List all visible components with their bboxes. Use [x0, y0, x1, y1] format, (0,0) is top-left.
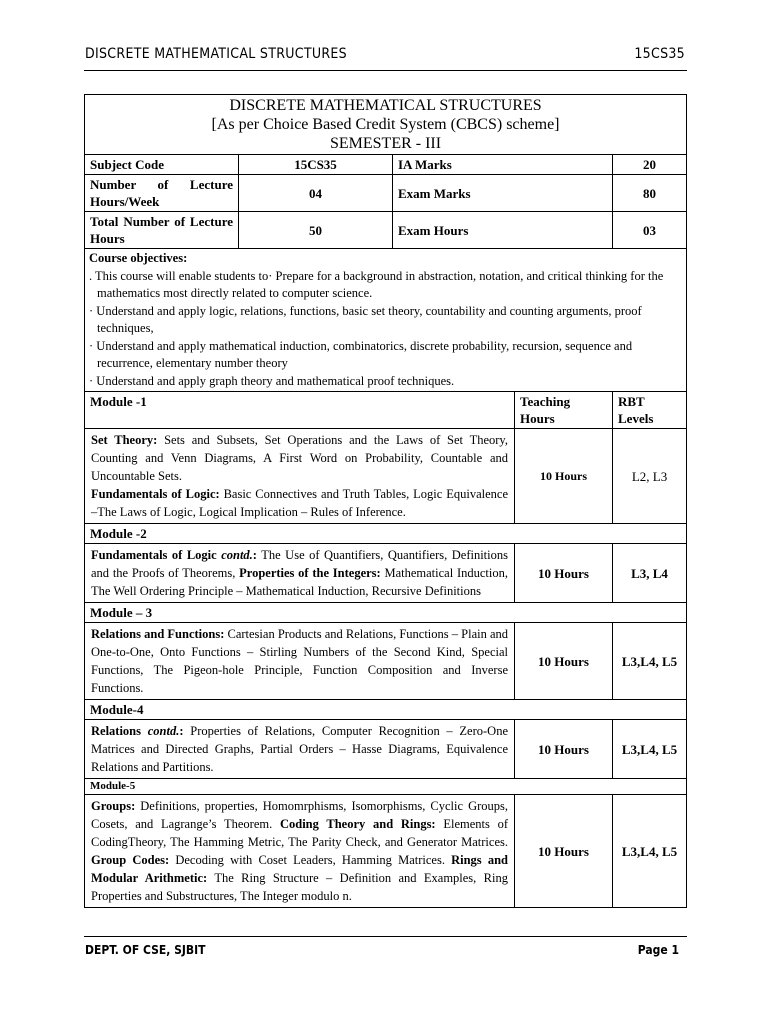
title-scheme: [As per Choice Based Credit System (CBCS) scheme] [211, 116, 560, 133]
objective-item: · Understand and apply logic, relations, functions, basic set theory, countability and counting arguments, proof techniques, [89, 303, 642, 335]
header-course-code: 15CS35 [634, 46, 685, 62]
page-footer [85, 943, 679, 957]
module-4-hours: 10 Hours [515, 720, 613, 779]
objective-item: · Understand and apply graph theory and mathematical proof techniques. [89, 373, 455, 388]
module-3-hours: 10 Hours [515, 623, 613, 700]
module-5-hours: 10 Hours [515, 795, 613, 908]
exam-hours-label: Exam Hours [393, 212, 613, 249]
footer-rule [84, 936, 687, 937]
exam-hours-value: 03 [613, 212, 687, 249]
page-header [85, 46, 685, 62]
title-block [85, 95, 687, 155]
module-1-content: Set Theory: Sets and Subsets, Set Operations and the Laws of Set Theory, Counting and Venn Diagrams, A First Word on Probability, Countable and Uncountable Sets. Fundamentals of Logic: Basic Connectives and Truth Tables, Logic Equivalence –The Laws of Logic, Logical Implication – Rules of Inference. [85, 429, 515, 524]
module-4-levels: L3,L4, L5 [613, 720, 687, 779]
title-course-name: DISCRETE MATHEMATICAL STRUCTURES [229, 97, 542, 114]
module-1-title: Module -1 [85, 392, 515, 429]
objectives-heading: Course objectives: [89, 251, 188, 265]
module-4-title: Module-4 [85, 700, 687, 720]
ia-marks-label: IA Marks [393, 155, 613, 175]
module-3-content: Relations and Functions: Cartesian Products and Relations, Functions – Plain and One-to-One, Onto Functions – Stirling Numbers of the Second Kind, Special Functions, The Pigeon-hole Principle, Function Composition and Inverse Functions. [85, 623, 515, 700]
subject-code-label: Subject Code [85, 155, 239, 175]
total-hours-value: 50 [239, 212, 393, 249]
total-hours-label: Total Number of Lecture Hours [85, 212, 239, 249]
module-2-levels: L3, L4 [613, 544, 687, 603]
module-5-levels: L3,L4, L5 [613, 795, 687, 908]
objective-item: . This course will enable students to· Prepare for a background in abstraction, notation, and critical thinking for the mathematics most directly related to computer science. [89, 268, 664, 300]
module-1-hours: 10 Hours [515, 429, 613, 524]
module-3-levels: L3,L4, L5 [613, 623, 687, 700]
exam-marks-value: 80 [613, 175, 687, 212]
course-objectives [85, 249, 687, 392]
footer-department: DEPT. OF CSE, SJBIT [85, 943, 206, 957]
module-2-hours: 10 Hours [515, 544, 613, 603]
ia-marks-value: 20 [613, 155, 687, 175]
module-3-title: Module – 3 [85, 603, 687, 623]
module-2-content: Fundamentals of Logic contd.: The Use of Quantifiers, Quantifiers, Definitions and the Proofs of Theorems, Properties of the Integers: Mathematical Induction, The Well Ordering Principle – Mathematical Induction, Recursive Definitions [85, 544, 515, 603]
subject-code-value: 15CS35 [239, 155, 393, 175]
objective-item: · Understand and apply mathematical induction, combinatorics, discrete probability, recursion, sequence and recurrence, elementary number theory [89, 338, 633, 370]
module-1-levels: L2, L3 [613, 429, 687, 524]
module-5-title: Module-5 [85, 779, 687, 795]
lecture-hours-value: 04 [239, 175, 393, 212]
exam-marks-label: Exam Marks [393, 175, 613, 212]
module-5-content: Groups: Definitions, properties, Homomrphisms, Isomorphisms, Cyclic Groups, Cosets, and Lagrange’s Theorem. Coding Theory and Rings: Elements of CodingTheory, The Hamming Metric, The Parity Check, and Generator Matrices. Group Codes: Decoding with Coset Leaders, Hamming Matrices. Rings and Modular Arithmetic: The Ring Structure – Definition and Examples, Ring Properties and Substructures, The Integer modulo n. [85, 795, 515, 908]
module-4-content: Relations contd.: Properties of Relations, Computer Recognition – Zero-One Matrices and Directed Graphs, Partial Orders – Hasse Diagrams, Equivalence Relations and Partitions. [85, 720, 515, 779]
syllabus-table [84, 94, 687, 908]
rbt-levels-header: RBT Levels [613, 392, 687, 429]
header-course-title: DISCRETE MATHEMATICAL STRUCTURES [85, 46, 347, 62]
lecture-hours-label: Number of Lecture Hours/Week [85, 175, 239, 212]
footer-page-number: Page 1 [637, 943, 679, 957]
module-2-title: Module -2 [85, 524, 687, 544]
title-semester: SEMESTER - III [329, 135, 442, 152]
header-rule [84, 70, 687, 71]
teaching-hours-header: Teaching Hours [515, 392, 613, 429]
